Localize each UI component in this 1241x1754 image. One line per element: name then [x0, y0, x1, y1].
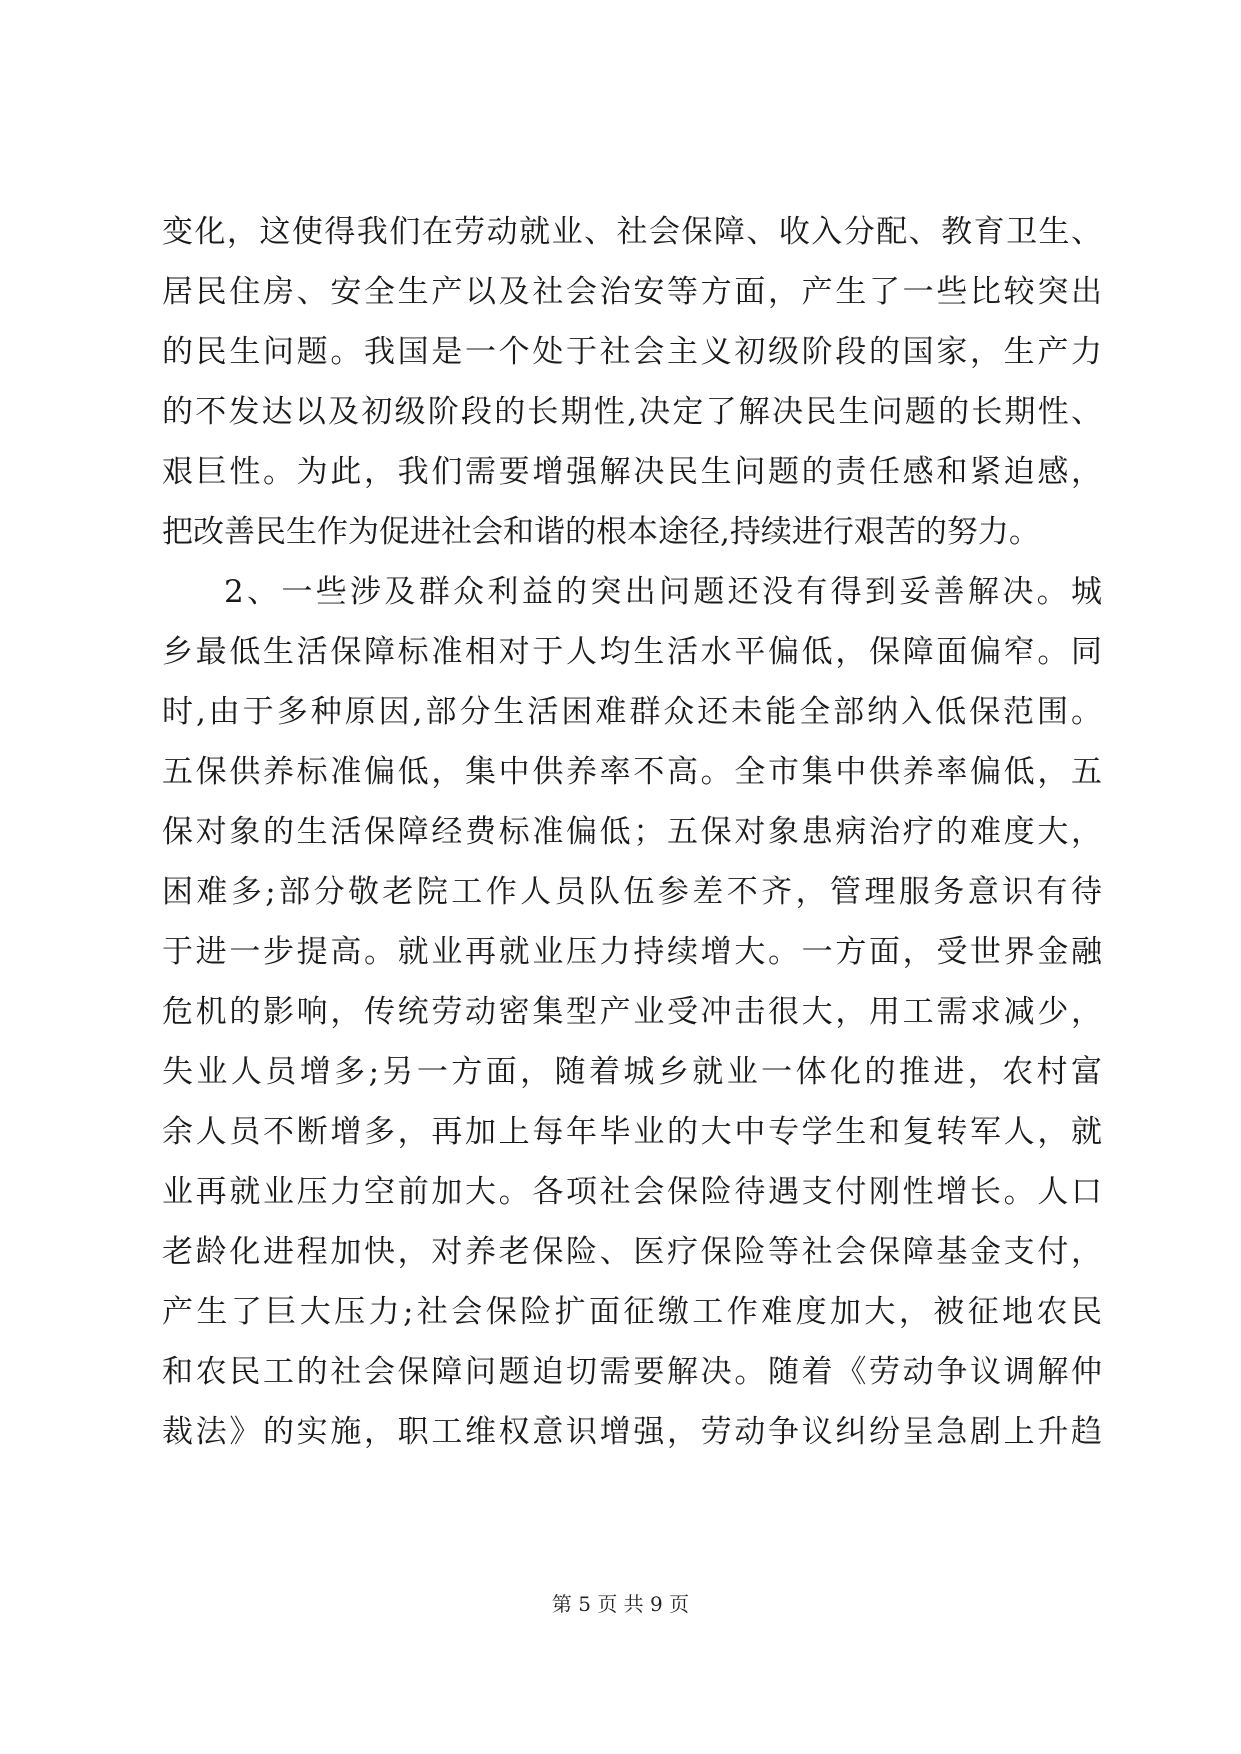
text-line: 产生了巨大压力;社会保险扩面征缴工作难度加大，被征地农民 [162, 1294, 1102, 1330]
page-number-footer: 第 5 页 共 9 页 [551, 1592, 690, 1616]
text-line: 的不发达以及初级阶段的长期性,决定了解决民生问题的长期性、 [162, 394, 1102, 430]
text-line: 把改善民生作为促进社会和谐的根本途径,持续进行艰苦的努力。 [162, 514, 1040, 550]
text-line: 裁法》的实施，职工维权意识增强，劳动争议纠纷呈急剧上升趋 [162, 1414, 1102, 1450]
text-line: 居民住房、安全生产以及社会治安等方面，产生了一些比较突出 [162, 274, 1102, 310]
text-line: 和农民工的社会保障问题迫切需要解决。随着《劳动争议调解仲 [162, 1354, 1102, 1390]
text-line: 保对象的生活保障经费标准偏低；五保对象患病治疗的难度大， [162, 814, 1102, 850]
text-line: 危机的影响，传统劳动密集型产业受冲击很大，用工需求减少， [162, 994, 1102, 1030]
text-line: 变化，这使得我们在劳动就业、社会保障、收入分配、教育卫生、 [162, 214, 1102, 250]
text-line: 乡最低生活保障标准相对于人均生活水平偏低，保障面偏窄。同 [162, 634, 1102, 670]
text-line: 2、一些涉及群众利益的突出问题还没有得到妥善解决。城 [224, 574, 1102, 610]
text-line: 艰巨性。为此，我们需要增强解决民生问题的责任感和紧迫感， [162, 454, 1102, 490]
text-line: 时,由于多种原因,部分生活困难群众还未能全部纳入低保范围。 [162, 694, 1102, 730]
text-line: 余人员不断增多，再加上每年毕业的大中专学生和复转军人，就 [162, 1114, 1102, 1150]
text-line: 的民生问题。我国是一个处于社会主义初级阶段的国家，生产力 [162, 334, 1102, 370]
text-line: 五保供养标准偏低，集中供养率不高。全市集中供养率偏低，五 [162, 754, 1102, 790]
body-text [162, 202, 1102, 1462]
text-line: 老龄化进程加快，对养老保险、医疗保险等社会保障基金支付， [162, 1234, 1102, 1270]
text-line: 业再就业压力空前加大。各项社会保险待遇支付刚性增长。人口 [162, 1174, 1102, 1210]
text-line: 困难多;部分敬老院工作人员队伍参差不齐，管理服务意识有待 [162, 874, 1102, 910]
text-line: 失业人员增多;另一方面，随着城乡就业一体化的推进，农村富 [162, 1054, 1102, 1090]
text-line: 于进一步提高。就业再就业压力持续增大。一方面，受世界金融 [162, 934, 1102, 970]
